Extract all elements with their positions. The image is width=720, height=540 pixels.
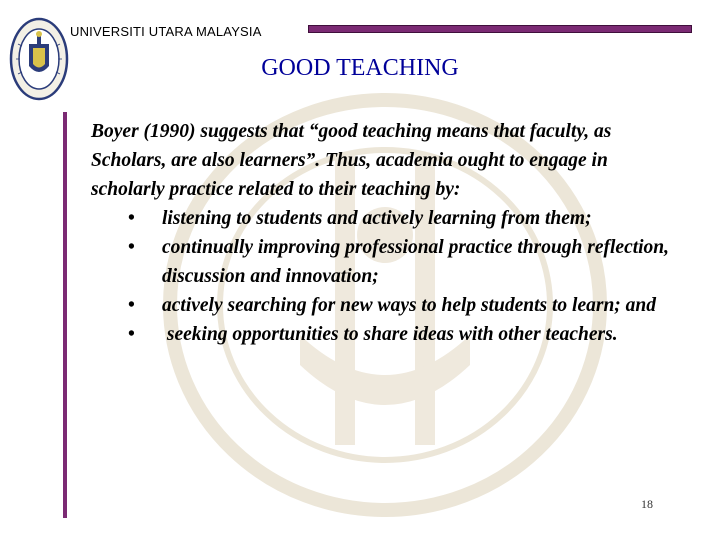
page-number: 18 [641, 497, 653, 511]
bullet-text: listening to students and actively learning from them; [162, 208, 592, 229]
bullet-icon: • [128, 295, 135, 316]
university-name: UNIVERSITI UTARA MALAYSIA [70, 24, 262, 39]
slide-body [91, 117, 681, 349]
bullet-text: seeking opportunities to share ideas with other teachers. [162, 324, 618, 345]
list-item [91, 320, 681, 349]
header-accent-bar [308, 25, 692, 33]
bullet-icon: • [128, 324, 135, 345]
intro-paragraph: Boyer (1990) suggests that “good teaching means that faculty, as Scholars, are also learners”. Thus, academia ought to engage in scholarly practice related to their teaching by: [91, 121, 612, 200]
slide-title: GOOD TEACHING [261, 55, 459, 81]
bullet-list [91, 204, 681, 349]
list-item [91, 233, 681, 291]
list-item [91, 204, 681, 233]
bullet-icon: • [128, 208, 135, 229]
left-accent-bar [63, 112, 67, 518]
bullet-text: actively searching for new ways to help students to learn; and [162, 295, 657, 316]
bullet-icon: • [128, 237, 135, 258]
bullet-text: continually improving professional practice through reflection, discussion and innovation; [162, 237, 670, 287]
list-item [91, 291, 681, 320]
